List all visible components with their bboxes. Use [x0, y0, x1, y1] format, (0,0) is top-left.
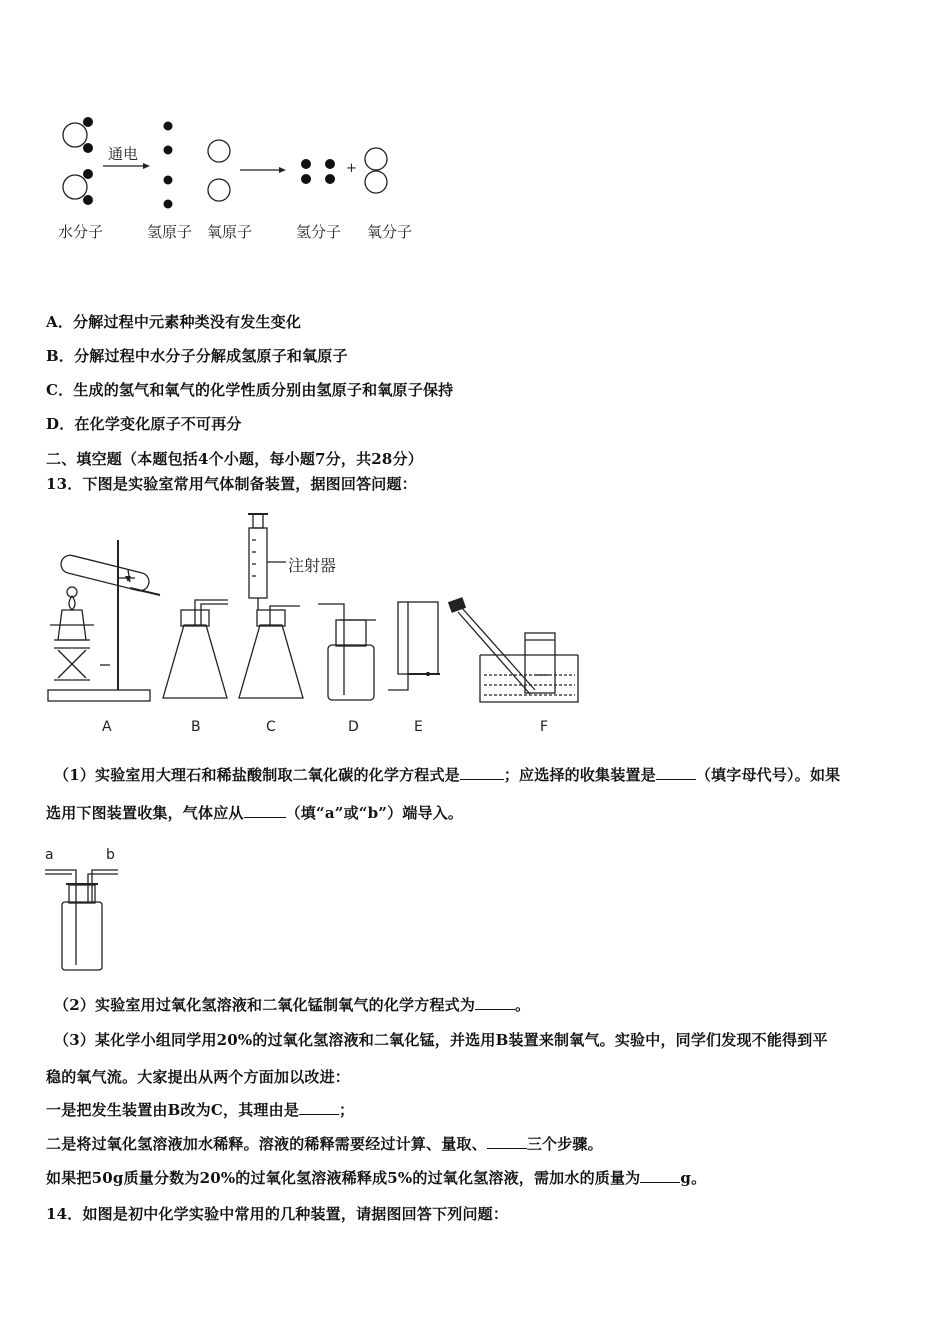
label-hydrogen-molecule: 氢分子 [296, 223, 342, 241]
apparatus-diagram [0, 500, 950, 750]
hydrogen-atom [164, 146, 173, 155]
apparatus-label-b: B [191, 719, 201, 735]
inlet-label-b: b [106, 847, 115, 863]
arrow-label-electrify: 通电 [108, 145, 139, 163]
label-oxygen-atom: 氧原子 [207, 223, 253, 241]
q13-part3-line1: （3）某化学小组同学用20%的过氧化氢溶液和二氧化锰，并选用B装置来制氧气。实验中，同学们发现不能得到平 [54, 1031, 828, 1049]
option-d[interactable] [46, 413, 242, 434]
label-hydrogen-atom: 氢原子 [147, 223, 193, 241]
q13-part3-line5: 如果把50g质量分数为20%的过氧化氢溶液稀释成5%的过氧化氢溶液，需加水的质量为 g。 [46, 1169, 707, 1187]
answer-blank-gas-inlet[interactable] [244, 803, 286, 818]
answer-blank-co2-equation[interactable] [460, 765, 504, 780]
q13-part2: （2）实验室用过氧化氢溶液和二氧化锰制氧气的化学方程式为 。 [54, 996, 531, 1014]
label-water-molecule: 水分子 [58, 223, 104, 241]
q13-part1-line2: 选用下图装置收集，气体应从 （填“a”或“b”）端导入。 [46, 804, 464, 822]
hydrogen-molecule-atom [325, 159, 335, 169]
apparatus-f [449, 598, 578, 702]
section-title: 二、填空题（本题包括4个小题，每小题7分，共28分） [46, 450, 423, 468]
water-oxygen-atom-2 [63, 175, 87, 199]
oxygen-atom [208, 179, 230, 201]
apparatus-c [239, 514, 303, 698]
hydrogen-atom [164, 122, 173, 131]
oxygen-molecule-atom [365, 171, 387, 193]
water-hydrogen-atom-1a [83, 117, 93, 127]
label-oxygen-molecule: 氧分子 [367, 223, 413, 241]
syringe-label: 注射器 [288, 556, 337, 575]
hydrogen-atom [164, 200, 173, 209]
question-14-stem: 14．如图是初中化学实验中常用的几种装置，请据图回答下列问题： [46, 1205, 509, 1223]
oxygen-molecule-atom [365, 148, 387, 170]
hydrogen-molecule-atom [301, 159, 311, 169]
q13-part3-line4: 二是将过氧化氢溶液加水稀释。溶液的稀释需要经过计算、量取、 三个步骤。 [46, 1135, 603, 1153]
water-hydrogen-atom-1b [83, 143, 93, 153]
apparatus-label-f: F [540, 719, 549, 735]
oxygen-atom [208, 140, 230, 162]
hydrogen-atom [164, 176, 173, 185]
hydrogen-molecule-atom [325, 174, 335, 184]
water-hydrogen-atom-2b [83, 195, 93, 205]
gas-collection-bottle [0, 840, 950, 980]
option-letter: A． [46, 313, 74, 331]
apparatus-label-d: D [348, 719, 359, 735]
q13-part1-line1: （1）实验室用大理石和稀盐酸制取二氧化碳的化学方程式是 ；应选择的收集装置是 （填字母代号）。如果 [54, 766, 841, 784]
electrolysis-diagram [0, 0, 950, 260]
apparatus-label-c: C [266, 719, 276, 735]
answer-blank-dilution-step[interactable] [487, 1134, 527, 1149]
option-letter: B． [46, 347, 75, 365]
q13-part3-line3: 一是把发生装置由B改为C，其理由是 ； [46, 1101, 355, 1119]
hydrogen-molecule-atom [301, 174, 311, 184]
water-hydrogen-atom-2a [83, 169, 93, 179]
answer-blank-reason[interactable] [299, 1100, 339, 1115]
apparatus-e [388, 602, 440, 690]
option-a[interactable] [46, 311, 301, 332]
apparatus-a [48, 540, 160, 701]
option-letter: C． [46, 381, 74, 399]
q13-part3-line2: 稳的氧气流。大家提出从两个方面加以改进： [46, 1068, 351, 1086]
apparatus-d [318, 604, 376, 700]
option-text: 分解过程中水分子分解成氢原子和氧原子 [74, 347, 348, 365]
answer-blank-collection-device[interactable] [656, 765, 696, 780]
water-oxygen-atom-1 [63, 123, 87, 147]
option-letter: D． [46, 415, 75, 433]
question-13-stem: 13．下图是实验室常用气体制备装置，据图回答问题： [46, 475, 417, 493]
apparatus-b [163, 600, 228, 698]
apparatus-label-e: E [414, 719, 423, 735]
option-text: 分解过程中元素种类没有发生变化 [73, 313, 302, 331]
option-text: 在化学变化原子不可再分 [74, 415, 242, 433]
option-text: 生成的氢气和氧气的化学性质分别由氢原子和氧原子保持 [73, 381, 454, 399]
answer-blank-water-mass[interactable] [640, 1168, 680, 1183]
option-b[interactable] [46, 345, 348, 366]
answer-blank-o2-equation[interactable] [475, 995, 515, 1010]
apparatus-label-a: A [102, 719, 112, 735]
inlet-label-a: a [45, 847, 54, 863]
option-c[interactable] [46, 379, 453, 400]
plus-sign: + [346, 161, 357, 176]
